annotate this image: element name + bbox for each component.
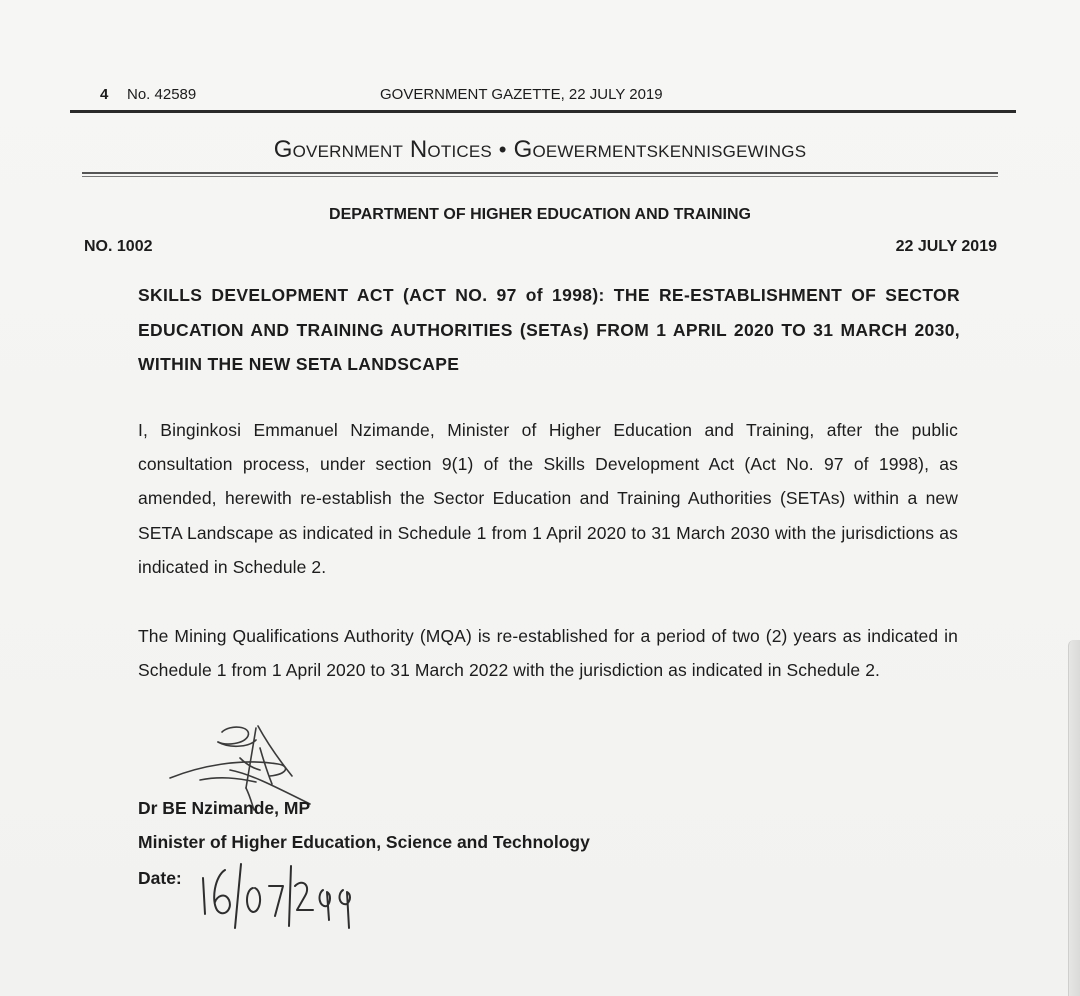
section-title-afrikaans: Goewermentskennisgewings [513,136,807,163]
notice-date: 22 JULY 2019 [895,238,997,255]
notice-paragraph: I, Binginkosi Emmanuel Nzimande, Minister of Higher Education and Training, after the public consultation process, under section 9(1) of the Skills Development Act (Act No. 97 of 1998), as amended, herewith re-establish the Sector Education and Training Authorities (SETAs) within a new SETA Landscape as indicated in Schedule 1 from 1 April 2020 to 31 March 2030 with the jurisdictions as indicated in Schedule 2. [138,420,958,577]
notice-heading: SKILLS DEVELOPMENT ACT (ACT NO. 97 of 1998): THE RE-ESTABLISHMENT OF SECTOR EDUCATION AND TRAINING AUTHORITIES (SETAs) FROM 1 APRIL 2020 TO 31 MARCH 2030, WITHIN THE NEW SETA LANDSCAPE [138,285,960,374]
department-name: DEPARTMENT OF HIGHER EDUCATION AND TRAINING [329,206,751,223]
signatory-title: Minister of Higher Education, Science and Technology [138,832,590,852]
signatory-name: Dr BE Nzimande, MP [138,798,311,818]
gazette-title: GOVERNMENT GAZETTE, 22 JULY 2019 [380,86,663,103]
section-rule-top [82,172,998,174]
section-rule-bottom [82,176,998,177]
notice-paragraph: The Mining Qualifications Authority (MQA) is re-established for a period of two (2) years as indicated in Schedule 1 from 1 April 2020 to 31 March 2022 with the jurisdiction as indicated in Schedule 2. [138,626,958,681]
section-title-bullet: • [498,137,507,162]
gazette-number: No. 42589 [127,86,197,103]
page-number: 4 [100,86,109,103]
section-title-english: Government Notices [273,136,492,163]
notice-number: NO. 1002 [84,238,153,255]
page-edge-shadow [1068,640,1080,996]
header-rule [70,110,1016,113]
handwritten-date [195,856,370,936]
section-title [0,136,1080,164]
date-label: Date: [138,868,182,888]
